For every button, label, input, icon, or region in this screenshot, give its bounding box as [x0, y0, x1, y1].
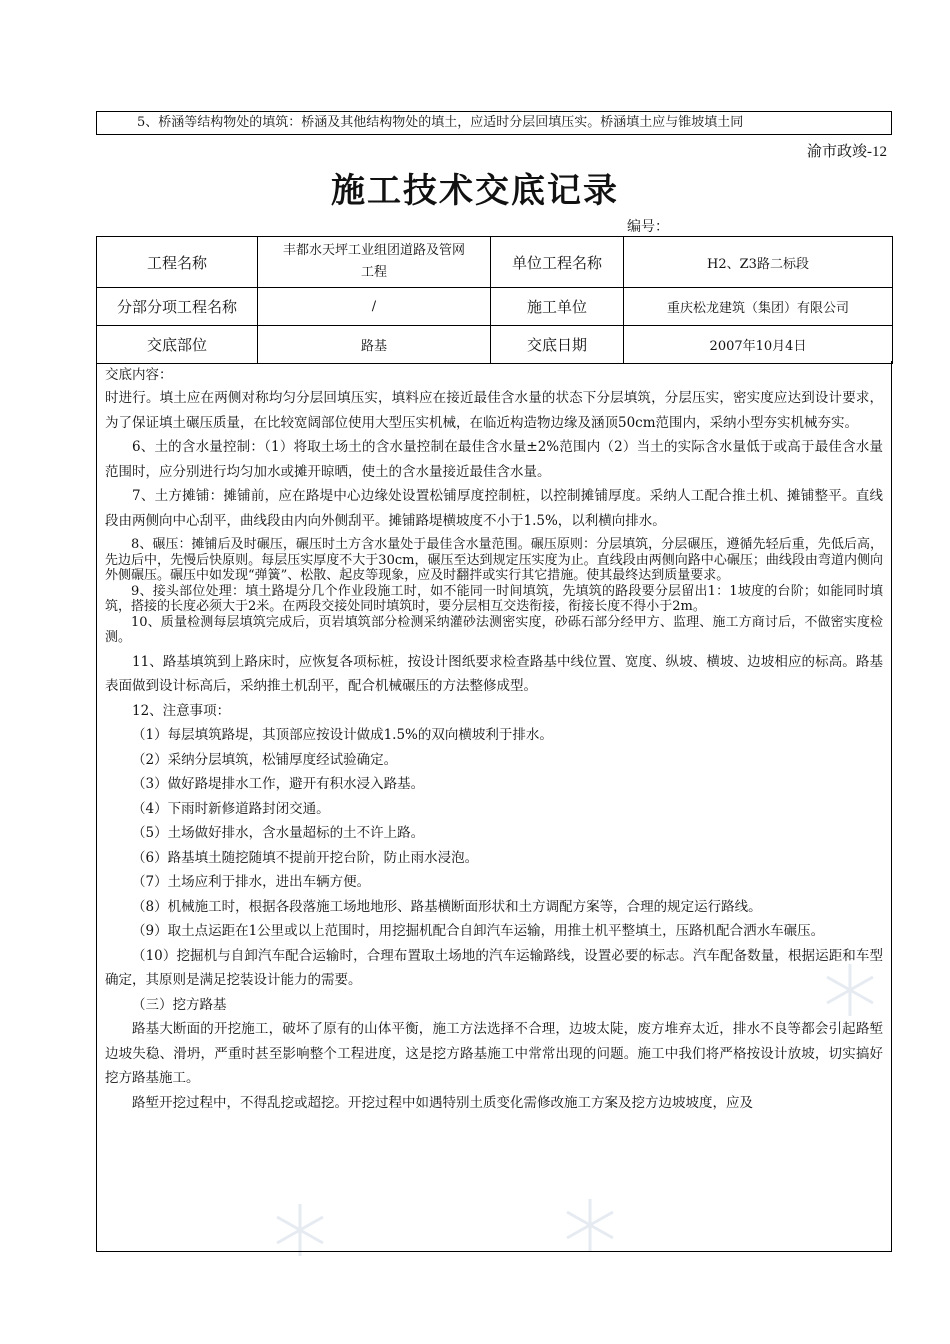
- table-row: [97, 288, 893, 326]
- sub-project-value: /: [258, 288, 491, 326]
- paragraph: 7、土方摊铺：摊铺前，应在路堤中心边缘处设置松铺厚度控制桩，以控制摊铺厚度。采纳人工配合推土机、摊铺整平。直线段由两侧向中心刮平，曲线段由内向外侧刮平。摊铺路堤横坡度不小于1.5%，以利横向排水。: [105, 488, 883, 529]
- unit-project-value: H2、Z3路二标段: [624, 237, 893, 288]
- paragraph: （1）每层填筑路堤，其顶部应按设计做成1.5%的双向横坡利于排水。: [132, 727, 553, 743]
- paragraph: （三）挖方路基: [132, 996, 227, 1013]
- unit-project-label: 单位工程名称: [491, 237, 624, 288]
- form-code: 渝市政竣-12: [807, 144, 887, 160]
- previous-page-fragment: 5、桥涵等结构物处的填筑：桥涵及其他结构物处的填土，应适时分层回填压实。桥涵填土应与锥坡填土同: [96, 111, 892, 135]
- date-value: 2007年10月4日: [624, 326, 893, 364]
- contractor-value: 重庆松龙建筑（集团）有限公司: [624, 288, 893, 326]
- paragraph: （7）土场应利于排水，进出车辆方便。: [132, 874, 371, 890]
- paragraph: 12、注意事项：: [132, 702, 231, 719]
- paragraph: 时进行。填土应在两侧对称均匀分层回填压实，填料应在接近最佳含水量的状态下分层填筑，分层压实，密实度应达到设计要求，为了保证填土碾压质量，在比较宽阔部位使用大型压实机械，在临近构造物边缘及涵顶50cm范围内，采纳小型夯实机械夯实。: [105, 390, 883, 431]
- date-label: 交底日期: [491, 326, 624, 364]
- paragraph: 9、接头部位处理：填土路堤分几个作业段施工时，如不能同一时间填筑，先填筑的路段要分层留出1：1坡度的台阶；如能同时填筑，搭接的长度必须大于2米。在两段交接处同时填筑时，要分层相互交迭衔接，衔接长度不得小于2m。: [105, 583, 883, 614]
- paragraph: （4）下雨时新修道路封闭交通。: [132, 800, 330, 817]
- content-section: [96, 361, 892, 1252]
- contractor-label: 施工单位: [491, 288, 624, 326]
- paragraph: 6、土的含水量控制：（1）将取土场土的含水量控制在最佳含水量±2%范围内（2）当土的实际含水量低于或高于最佳含水量范围时，应分别进行均匀加水或摊开晾晒，使土的含水量接近最佳含水量。: [105, 439, 883, 480]
- location-value: 路基: [258, 326, 491, 364]
- paragraph: 8、碾压：摊铺后及时碾压，碾压时土方含水量处于最佳含水量范围。碾压原则：分层填筑，分层碾压，遵循先轻后重，先低后高，先边后中，先慢后快原则。每层压实厚度不大于30cm，碾压至达到规定压实度为止。直线段由两侧向路中心碾压；曲线段由弯道内侧向外侧碾压。碾压中如发现“弹簧”、松散、起皮等现象，应及时翻拌或实行其它措施。使其最终达到质量要求。: [105, 537, 883, 583]
- table-row: [97, 237, 893, 288]
- paragraph: （8）机械施工时，根据各段落施工场地地形、路基横断面形状和土方调配方案等，合理的规定运行路线。: [132, 898, 762, 915]
- paragraph: 10、质量检测每层填筑完成后，页岩填筑部分检测采纳灌砂法测密实度，砂砾石部分经甲方、监理、施工方商讨后，不做密实度检测。: [105, 614, 883, 645]
- paragraph: （5）土场做好排水，含水量超标的土不许上路。: [132, 825, 425, 841]
- paragraph: （2）采纳分层填筑，松铺厚度经试验确定。: [132, 751, 398, 768]
- project-name-value: [258, 237, 491, 288]
- paragraph: （10）挖掘机与自卸汽车配合运输时，合理布置取土场地的汽车运输路线，设置必要的标志。汽车配备数量，根据运距和车型确定，其原则是满足挖装设计能力的需要。: [105, 947, 883, 988]
- paragraph: （3）做好路堤排水工作，避开有积水浸入路基。: [132, 776, 425, 792]
- project-name-label: 工程名称: [97, 237, 258, 288]
- content-heading: 交底内容：: [105, 367, 173, 383]
- number-label: 编号：: [627, 219, 669, 235]
- paragraph: 11、路基填筑到上路床时，应恢复各项标桩，按设计图纸要求检查路基中线位置、宽度、纵坡、横坡、边坡相应的标高。路基表面做到设计标高后，采纳推土机刮平，配合机械碾压的方法整修成型。: [105, 653, 883, 694]
- project-name-line: 丰都水天坪工业组团道路及管网: [282, 243, 465, 258]
- page-title: 施工技术交底记录: [331, 171, 619, 211]
- project-name-line: 工程: [360, 265, 387, 280]
- paragraph: 路堑开挖过程中，不得乱挖或超挖。开挖过程中如遇特别土质变化需修改施工方案及挖方边坡坡度，应及: [132, 1094, 753, 1111]
- paragraph: 路基大断面的开挖施工，破坏了原有的山体平衡，施工方法选择不合理，边坡太陡，废方堆弃太近，排水不良等都会引起路堑边坡失稳、滑坍，严重时甚至影响整个工程进度，这是挖方路基施工中常常出现的问题。施工中我们将严格按设计放坡，切实搞好挖方路基施工。: [105, 1021, 883, 1086]
- paragraph: （6）路基填土随挖随填不提前开挖台阶，防止雨水浸泡。: [132, 849, 479, 866]
- paragraph: （9）取土点运距在1公里或以上范围时，用挖掘机配合自卸汽车运输，用推土机平整填土，压路机配合洒水车碾压。: [132, 923, 825, 939]
- table-row: [97, 326, 893, 364]
- info-table: [96, 236, 893, 364]
- location-label: 交底部位: [97, 326, 258, 364]
- sub-project-label: 分部分项工程名称: [97, 288, 258, 326]
